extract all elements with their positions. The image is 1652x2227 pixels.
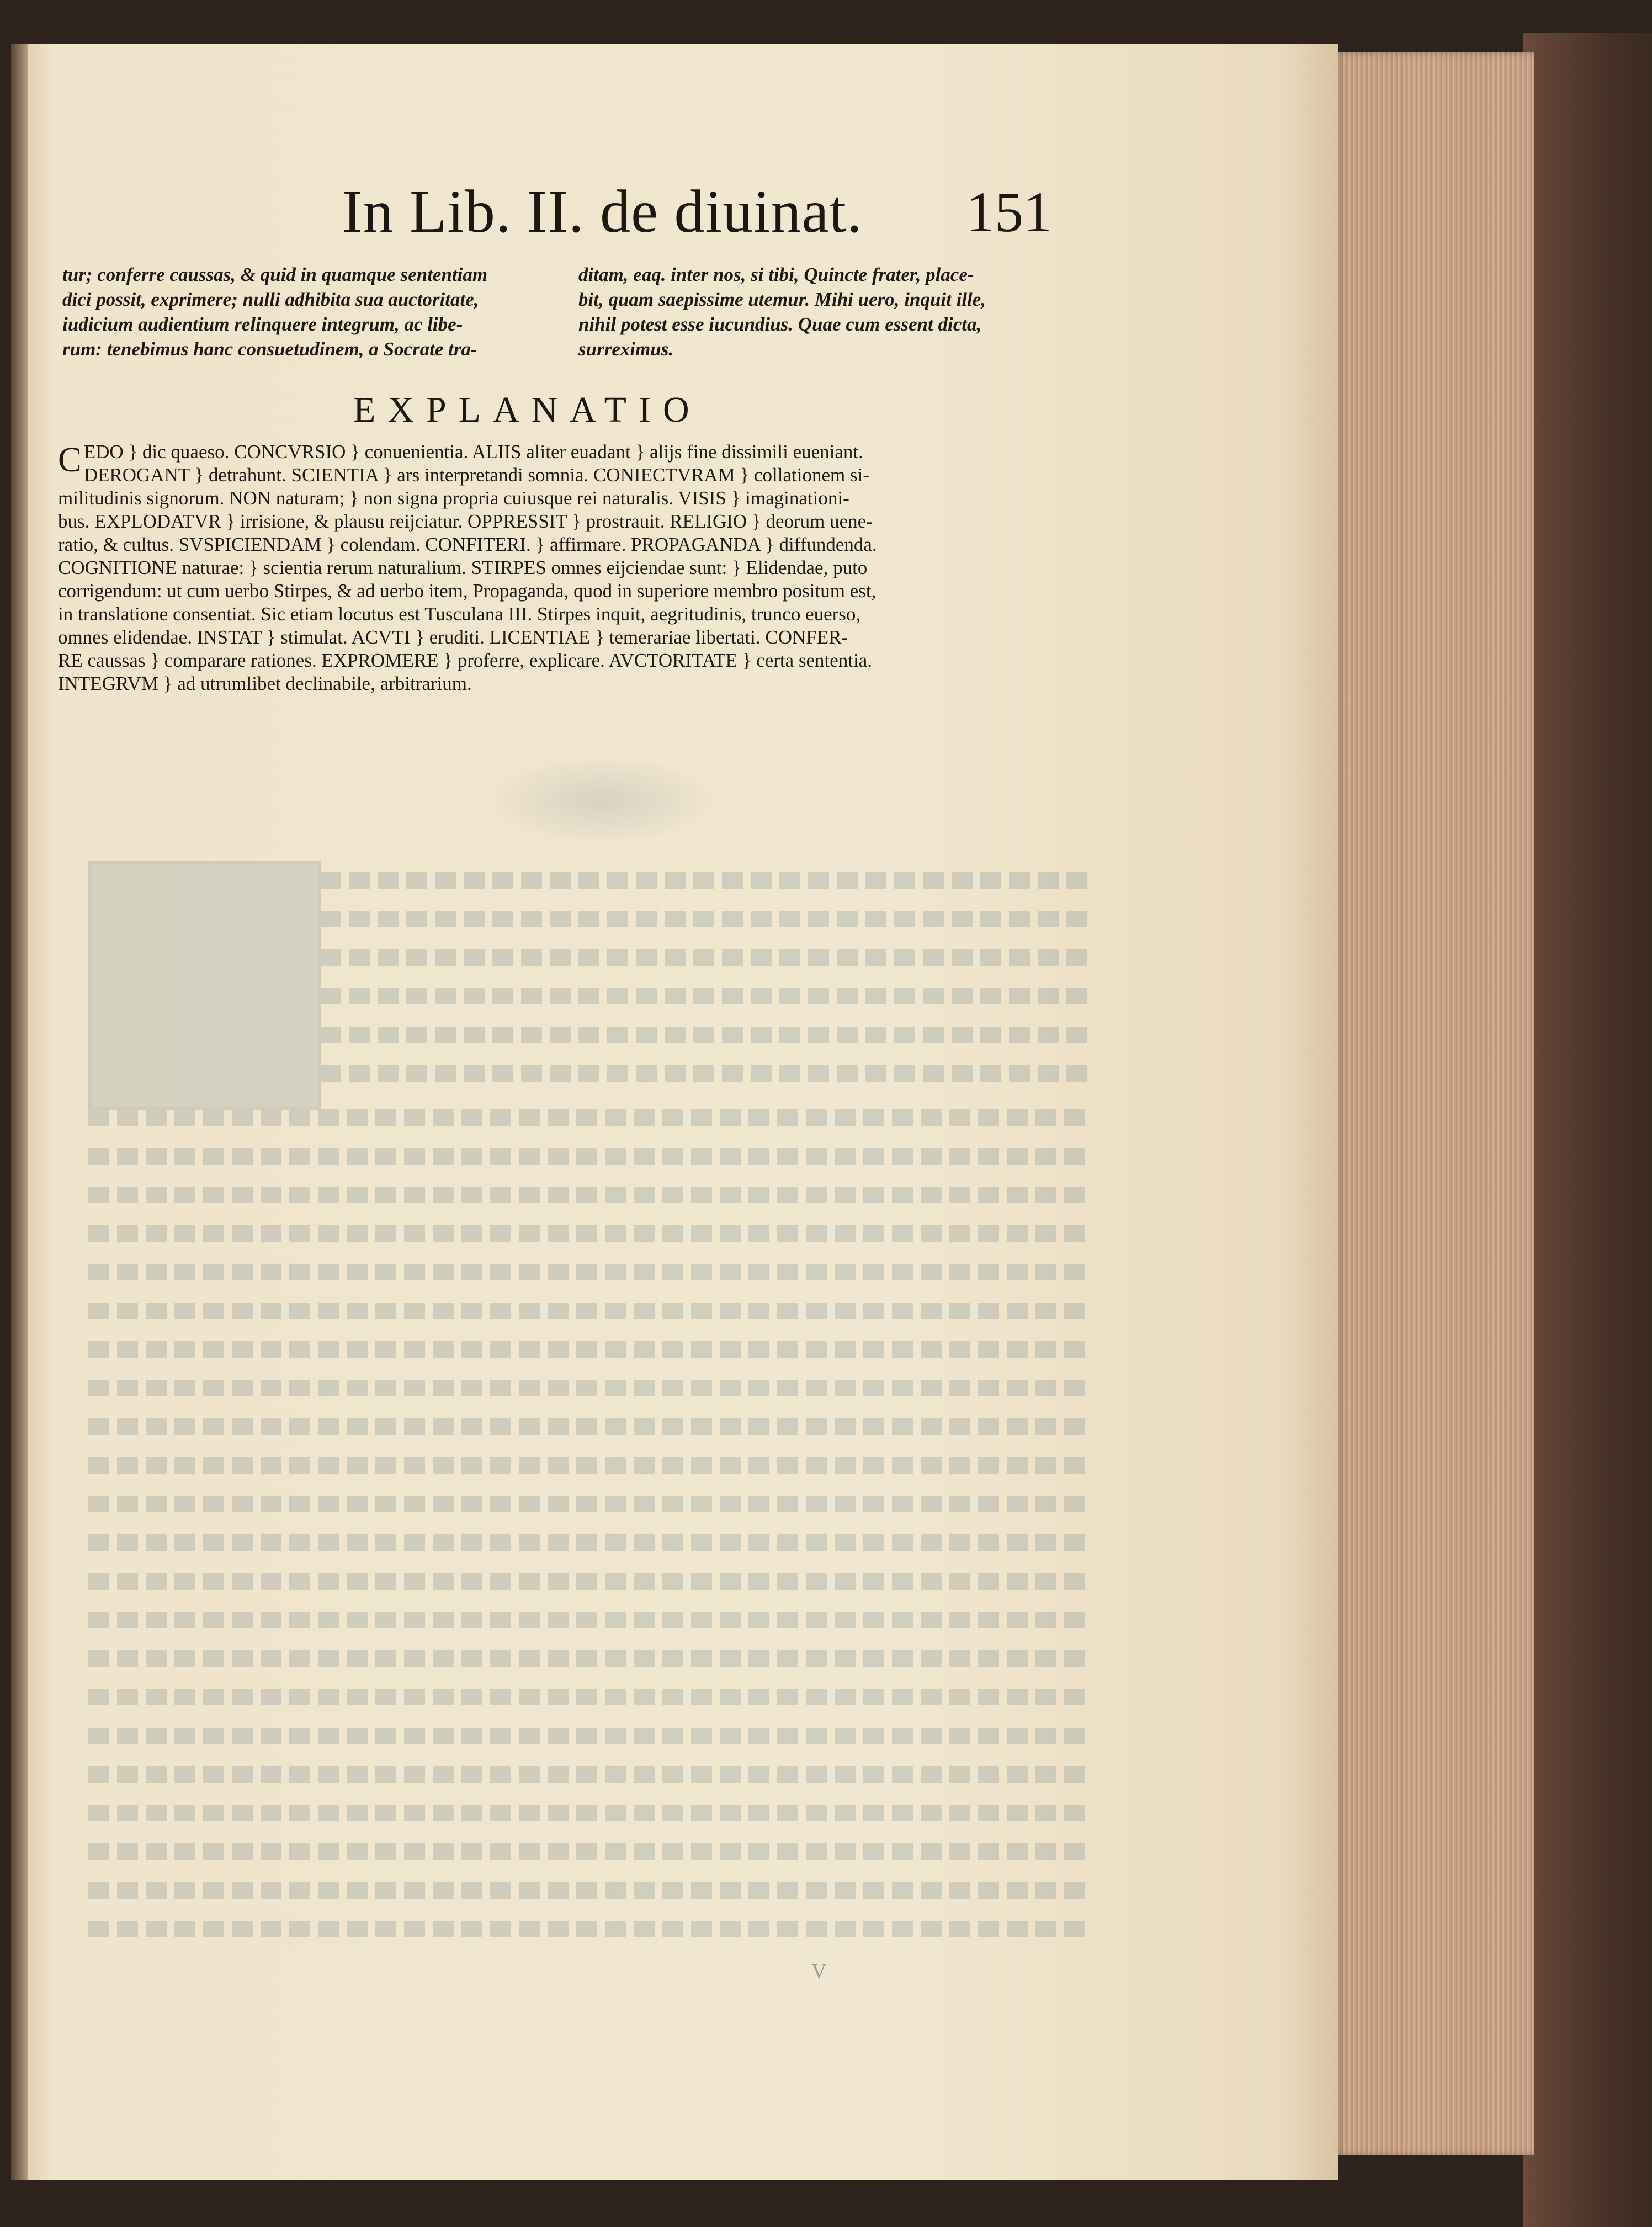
show-through-line [320,1027,1093,1043]
show-through-line [320,872,1093,889]
gutter-shadow [11,44,28,2180]
commentary-line: EDO } dic quaeso. CONCVRSIO } conuenientia. ALIIS aliter euadant } alijs fine dissimili eueniant. [83,441,863,463]
text-line: rum: tenebimus hanc consuetudinem, a Socrate tra- [62,338,477,360]
show-through-line [320,911,1093,927]
show-through-line [88,1457,1093,1474]
show-through-initial [88,861,321,1110]
commentary-line: DEROGANT } detrahunt. SCIENTIA } ars interpretandi somnia. CONIECTVRAM } collationem si- [83,464,869,486]
fore-edge [1336,52,1534,2155]
show-through-line [88,1843,1093,1860]
commentary-line: omnes elidendae. INSTAT } stimulat. ACVTI } eruditi. LICENTIAE } temerariae libertati. CONFER- [58,626,848,648]
text-line: dici possit, exprimere; nulli adhibita sua auctoritate, [62,289,479,310]
text-column-right [578,262,1108,362]
commentary-line: bus. EXPLODATVR } irrisione, & plausu reijciatur. OPPRESSIT } prostrauit. RELIGIO } deorum uene- [58,511,873,532]
show-through-line [88,1650,1093,1667]
text-line: tur; conferre caussas, & quid in quamque sententiam [62,264,488,285]
show-through-line [88,1187,1093,1203]
page [11,44,1338,2180]
commentary-line: militudinis signorum. NON naturam; } non signa propria cuiusque rei naturalis. VISIS } imaginationi- [58,487,849,509]
show-through-line [88,1264,1093,1280]
show-through-line [88,1882,1093,1899]
show-through-line [88,1766,1093,1783]
show-through-line [88,1689,1093,1705]
show-through-line [88,1225,1093,1242]
show-through-line [320,1065,1093,1082]
show-through-text [77,861,1115,1976]
commentary-block [58,440,1118,695]
show-through-line [88,1728,1093,1744]
commentary-line: INTEGRVM } ad utrumlibet declinabile, arbitrarium. [58,673,472,694]
book-cover [1523,33,1652,2227]
page-header [342,138,1060,248]
commentary-line: ratio, & cultus. SVSPICIENDAM } colendam. CONFITERI. } affirmare. PROPAGANDA } diffundenda. [58,534,877,555]
show-through-line [88,1109,1093,1126]
show-through-line [88,1921,1093,1937]
text-line: ditam, eaq. inter nos, si tibi, Quincte frater, place- [578,264,974,285]
show-through-line [320,988,1093,1004]
show-through-line [320,949,1093,966]
text-column-left [62,262,592,362]
show-through-ornament [486,756,718,844]
commentary-line: COGNITIONE naturae: } scientia rerum naturalium. STIRPES omnes eijciendae sunt: } Elidendae, puto [58,557,868,578]
show-through-line [88,1534,1093,1551]
explanatio-heading: EXPLANATIO [353,390,702,430]
commentary-line: in translatione consentiat. Sic etiam locutus est Tusculana III. Stirpes inquit, aegritudinis, trunco euerso, [58,603,861,625]
show-through-line [88,1612,1093,1628]
show-through-line [88,1418,1093,1435]
drop-cap: C [58,440,82,479]
running-title: In Lib. II. de diuinat. [342,178,863,245]
text-line: surreximus. [578,338,674,360]
show-through-line [88,1303,1093,1319]
page-number: 151 [966,180,1052,244]
show-through-line [88,1148,1093,1165]
commentary-line: RE caussas } comparare rationes. EXPROMERE } proferre, explicare. AVCTORITATE } certa sententia. [58,650,873,671]
commentary-line: corrigendum: ut cum uerbo Stirpes, & ad uerbo item, Propaganda, quod in superiore membro positum est, [58,580,877,602]
show-through-line [88,1496,1093,1512]
show-through-line [88,1805,1093,1821]
show-through-line [88,1380,1093,1396]
text-line: bit, quam saepissime utemur. Mihi uero, inquit ille, [578,289,986,310]
show-through-signature: V [811,1960,827,1983]
text-line: iudicium audientium relinquere integrum, ac libe- [62,313,463,335]
text-line: nihil potest esse iucundius. Quae cum essent dicta, [578,313,982,335]
show-through-line [88,1341,1093,1358]
show-through-line [88,1573,1093,1590]
